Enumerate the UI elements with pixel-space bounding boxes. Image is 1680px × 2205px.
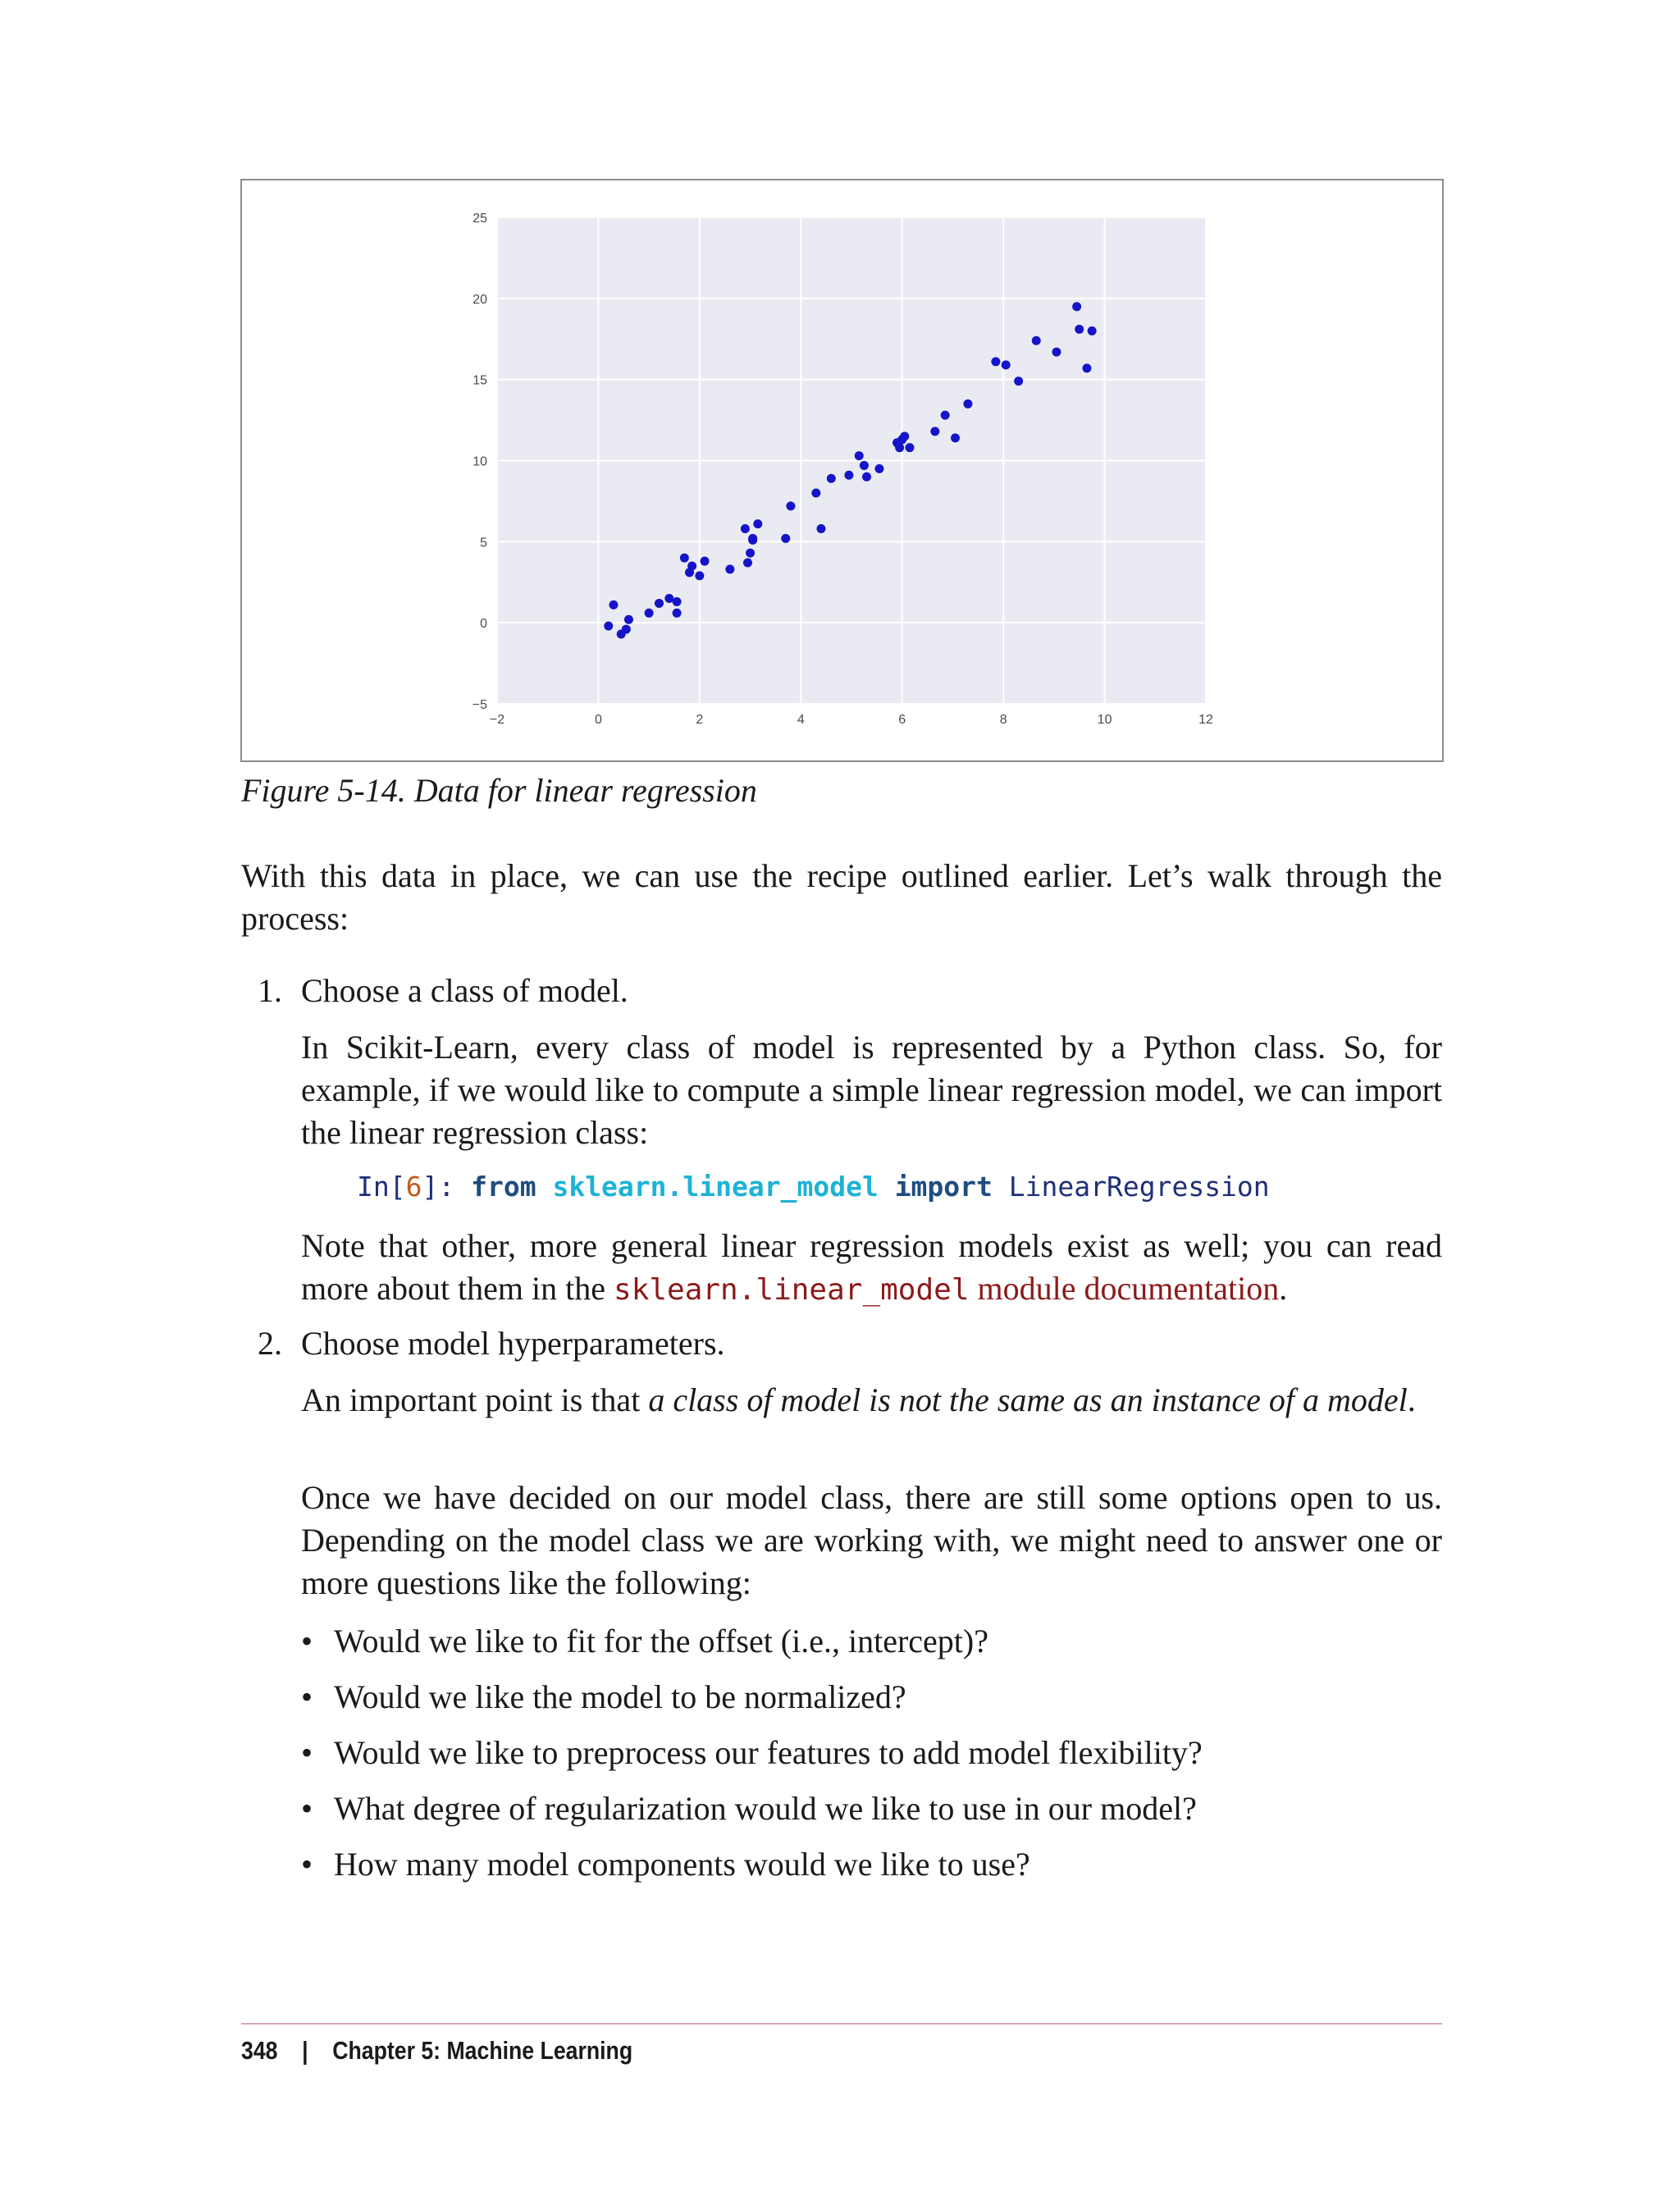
data-point <box>860 461 869 470</box>
step-1-title: Choose a class of model. <box>301 972 628 1009</box>
data-point <box>855 451 864 460</box>
bullet-icon: • <box>301 1790 313 1827</box>
list-item-text: Would we like to preprocess our features to add model flexibility? <box>334 1734 1203 1771</box>
data-point <box>680 554 689 563</box>
x-tick-label: 12 <box>1198 713 1213 727</box>
data-point <box>991 357 1000 366</box>
x-tick-label: 6 <box>898 713 906 727</box>
data-point <box>1072 302 1081 311</box>
data-point <box>753 519 762 528</box>
data-point <box>844 471 853 480</box>
code-keyword-from: from <box>471 1171 536 1203</box>
data-point <box>786 501 795 510</box>
x-tick-label: 0 <box>594 713 602 727</box>
data-point <box>874 464 883 473</box>
step-2-paragraph-1 <box>301 1379 1442 1422</box>
data-point <box>645 609 654 618</box>
data-point <box>701 557 710 566</box>
x-tick-label: 4 <box>797 713 805 727</box>
bullet-icon: • <box>301 1734 313 1771</box>
x-tick-label: −2 <box>489 713 505 727</box>
list-item-text: Would we like the model to be normalized? <box>334 1678 906 1715</box>
hyperparameter-questions <box>299 1620 1203 1899</box>
list-item-text: How many model components would we like to use? <box>334 1846 1030 1883</box>
data-point <box>827 474 836 483</box>
data-point <box>604 622 613 631</box>
step-1-number: 1. <box>258 972 282 1009</box>
data-point <box>1088 326 1097 336</box>
data-point <box>1002 360 1011 369</box>
list-item <box>299 1843 1203 1899</box>
x-tick-label: 8 <box>999 713 1007 727</box>
data-point <box>1032 336 1041 345</box>
y-tick-label: 25 <box>472 212 487 226</box>
list-item <box>299 1732 1203 1787</box>
x-tick-label: 2 <box>696 713 704 727</box>
step-2-title: Choose model hyperparameters. <box>301 1325 725 1362</box>
step-1-paragraph: In Scikit-Learn, every class of model is represented by a Python class. So, for example, if we would like to compute a simple linear regression model, we can import the linear regression class: <box>301 1029 1442 1151</box>
code-prompt: In[ <box>357 1171 406 1203</box>
data-point <box>725 564 734 573</box>
list-item-text: Would we like to fit for the offset (i.e., intercept)? <box>334 1623 988 1659</box>
code-class-name: LinearRegression <box>1008 1171 1270 1203</box>
data-point <box>895 443 904 452</box>
data-point <box>941 411 950 420</box>
scatter-plot <box>242 180 1442 760</box>
y-tick-label: 0 <box>480 617 487 632</box>
data-point <box>862 472 871 482</box>
note-text: Note that other, more general linear regression models exist as well; you can read more about them in the <box>301 1227 1442 1307</box>
data-point <box>951 433 960 442</box>
code-module: sklearn.linear_model <box>552 1171 879 1203</box>
y-tick-label: 5 <box>480 536 487 550</box>
y-tick-label: 15 <box>472 373 487 388</box>
data-point <box>905 443 914 452</box>
data-point <box>673 597 682 606</box>
data-point <box>673 609 682 618</box>
data-point <box>816 524 825 533</box>
data-point <box>746 549 755 558</box>
data-point <box>622 625 631 634</box>
y-tick-label: −5 <box>472 698 487 712</box>
y-axis-ticks <box>472 212 487 712</box>
data-point <box>1052 348 1061 357</box>
data-point <box>930 427 939 436</box>
list-item <box>299 1676 1203 1732</box>
bullet-icon: • <box>301 1846 313 1883</box>
data-point <box>695 571 704 580</box>
step-2-text-end: . <box>1407 1381 1416 1418</box>
code-block <box>357 1169 1270 1205</box>
step-1-note <box>301 1225 1442 1312</box>
data-point <box>748 536 757 545</box>
module-code-link[interactable]: sklearn.linear_model <box>614 1273 970 1307</box>
note-end: . <box>1279 1270 1288 1307</box>
data-point <box>743 559 752 568</box>
footer-separator: | <box>302 2036 308 2065</box>
bullet-icon: • <box>301 1623 313 1659</box>
list-item <box>299 1620 1203 1676</box>
data-point <box>741 524 750 533</box>
code-keyword-import: import <box>894 1171 993 1203</box>
figure-caption: Figure 5-14. Data for linear regression <box>241 772 757 809</box>
data-point <box>1082 363 1091 372</box>
data-point <box>609 600 618 609</box>
page-footer <box>241 2036 632 2066</box>
step-2-paragraph-2: Once we have decided on our model class, there are still some options open to us. Depending on the model class we are working with, we might need to answer one or more questions like the following: <box>301 1479 1442 1601</box>
data-point <box>1014 377 1023 386</box>
figure-frame <box>240 179 1444 762</box>
data-point <box>963 399 972 409</box>
data-point <box>687 561 696 570</box>
data-point <box>624 615 633 624</box>
step-2-number: 2. <box>258 1325 282 1362</box>
list-item-text: What degree of regularization would we like to use in our model? <box>334 1790 1197 1827</box>
chapter-title: Chapter 5: Machine Learning <box>332 2036 633 2065</box>
data-point <box>900 431 909 441</box>
data-point <box>655 599 664 608</box>
step-2-text-start: An important point is that <box>301 1381 649 1418</box>
data-point <box>811 489 820 498</box>
intro-paragraph: With this data in place, we can use the recipe outlined earlier. Let’s walk through the process: <box>241 857 1442 937</box>
code-prompt-number: 6 <box>405 1171 422 1203</box>
module-documentation-link[interactable]: module documentation <box>969 1270 1280 1307</box>
x-axis-ticks <box>490 713 1213 727</box>
x-tick-label: 10 <box>1097 713 1112 727</box>
code-prompt-close: ]: <box>422 1171 472 1203</box>
data-point <box>1075 325 1084 334</box>
page-number: 348 <box>241 2036 278 2065</box>
data-point <box>781 534 790 543</box>
bullet-icon: • <box>301 1678 313 1715</box>
list-item <box>299 1787 1203 1843</box>
y-tick-label: 10 <box>472 454 487 469</box>
y-tick-label: 20 <box>472 292 487 307</box>
step-2-italic-text: a class of model is not the same as an instance of a model <box>648 1381 1408 1418</box>
footer-rule <box>241 2023 1442 2025</box>
